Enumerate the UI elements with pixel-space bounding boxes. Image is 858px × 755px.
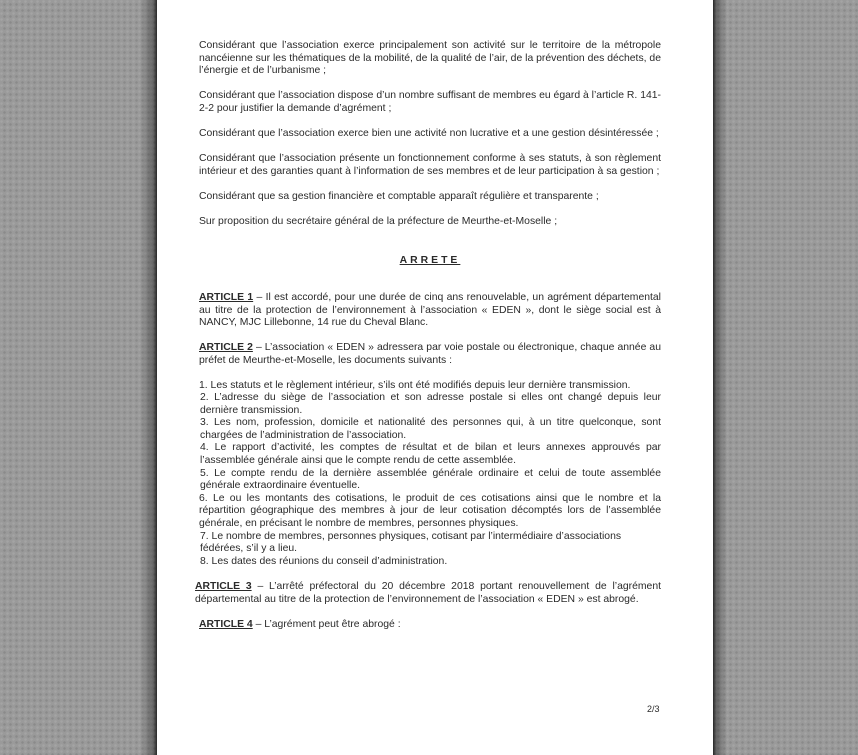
- list-item: 7. Le nombre de membres, personnes physiques, cotisant par l’intermédiaire d’associations fédérées, s’il y a lieu.: [200, 530, 622, 555]
- page-shadow-right: [713, 0, 727, 755]
- article-3-text: – L’arrêté préfectoral du 20 décembre 2018 portant renouvellement de l’agrément départemental au titre de la protection de l’environnement de l’association « EDEN » est abrogé.: [195, 580, 661, 605]
- considerant-paragraph: Considérant que sa gestion financière et comptable apparaît régulière et transparente ;: [199, 190, 599, 202]
- article-4-heading: ARTICLE 4: [199, 618, 253, 630]
- article-1-heading: ARTICLE 1: [199, 292, 254, 304]
- list-item: 5. Le compte rendu de la dernière assemblée générale ordinaire et celui de toute assemblée générale extraordinaire éventuelle.: [200, 467, 661, 492]
- list-item: 2. L’adresse du siège de l’association et son adresse postale si elles ont changé depuis leur dernière transmission.: [200, 392, 661, 416]
- article-3: [195, 581, 661, 606]
- article-2: [199, 342, 661, 367]
- list-item: 3. Les nom, profession, domicile et nationalité des personnes qui, à un titre quelconque, sont chargées de l’administration de l’association.: [200, 417, 661, 441]
- document-content: [195, 40, 661, 631]
- article-1: [199, 292, 661, 330]
- article-2-heading: ARTICLE 2: [199, 342, 253, 354]
- page-shadow-left: [140, 0, 157, 755]
- proposition-paragraph: Sur proposition du secrétaire général de la préfecture de Meurthe-et-Moselle ;: [199, 215, 558, 227]
- article-2-text: – L’association « EDEN » adressera par voie postale ou électronique, chaque année au préfet de Meurthe-et-Moselle, les documents suivants :: [199, 342, 661, 366]
- list-item: 6. Le ou les montants des cotisations, le produit de ces cotisations ainsi que le nombre et la répartition géographique des membres à jour de leur cotisation décomptés lors de l’assemblée générale, en précisant le nombre de membres, personnes physiques.: [199, 492, 661, 530]
- considerant-paragraph: Considérant que l’association exerce principalement son activité sur le territoire de la métropole nancéienne sur les thématiques de la mobilité, de la qualité de l’air, de la prévention des déchets, de l’énergie et de l’urbanisme ;: [199, 40, 661, 77]
- considerant-paragraph: Considérant que l’association dispose d’un nombre suffisant de membres eu égard à l’article R. 141-2-2 pour justifier la demande d’agrément ;: [199, 90, 661, 114]
- list-item: 1. Les statuts et le règlement intérieur, s’ils ont été modifiés depuis leur dernière transmission.: [199, 379, 631, 391]
- list-item: 4. Le rapport d’activité, les comptes de résultat et de bilan et leurs annexes approuvés par l’assemblée générale ainsi que le compte rendu de cette assemblée.: [200, 442, 661, 467]
- list-item: 8. Les dates des réunions du conseil d’administration.: [200, 555, 448, 567]
- article-4-text: – L’agrément peut être abrogé :: [252, 618, 401, 630]
- section-title: ARRETE: [399, 255, 461, 267]
- document-page: [157, 0, 713, 755]
- article-1-text: – Il est accordé, pour une durée de cinq ans renouvelable, un agrément départemental au titre de la protection de l’environnement à l’association « EDEN », dont le siège social est à NANCY, MJC Lillebonne, 14 rue du Cheval Blanc.: [199, 292, 661, 329]
- documents-list: [199, 380, 661, 569]
- article-3-heading: ARTICLE 3: [195, 580, 252, 592]
- article-4: [199, 619, 661, 632]
- page-number: 2/3: [647, 704, 660, 714]
- considerant-paragraph: Considérant que l’association exerce bien une activité non lucrative et a une gestion désintéressée ;: [199, 127, 659, 139]
- considerant-paragraph: Considérant que l’association présente un fonctionnement conforme à ses statuts, à son règlement intérieur et des garanties quant à l’information de ses membres et de leur participation à sa gestion ;: [199, 153, 661, 177]
